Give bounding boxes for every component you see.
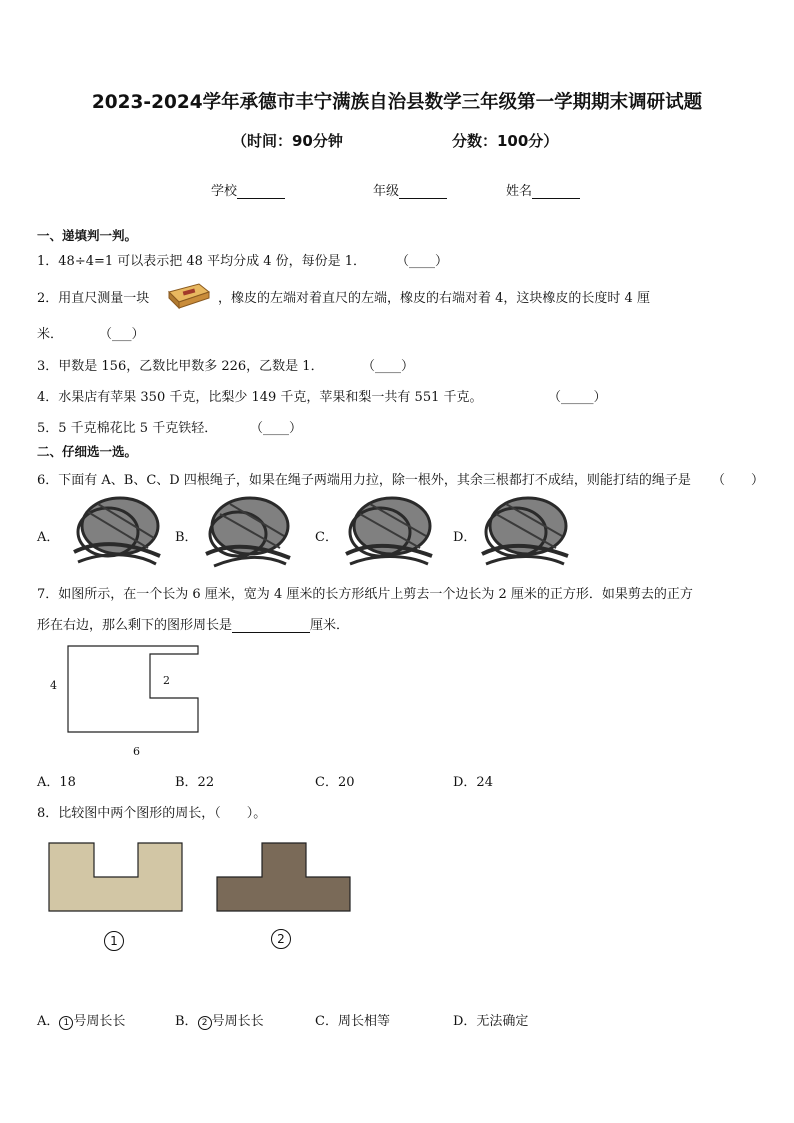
q8-option-a: A． 1 号周长长 (37, 1014, 126, 1029)
q8-shape-2 (216, 842, 352, 914)
q8-option-c: C．周长相等 (315, 1014, 390, 1029)
eraser-image (165, 278, 211, 310)
q7-option-c: C．20 (315, 775, 355, 790)
exam-score: 分数：100分） (452, 132, 559, 150)
question-2-answer: （___） (99, 327, 145, 342)
grade-blank (399, 184, 447, 199)
question-7-line-1: 7．如图所示，在一个长为 6 厘米，宽为 4 厘米的长方形纸片上剪去一个边长为 2 厘米的正方形．如果剪去的正方 (37, 587, 693, 602)
q8-option-a-circle: 1 (59, 1016, 73, 1030)
name-field (506, 180, 580, 199)
name-blank (532, 184, 580, 199)
question-5-answer: （____） (250, 421, 303, 436)
q8-shape-1 (48, 842, 184, 914)
q8-label-1: 1 (104, 931, 124, 951)
school-label: 学校 (211, 184, 238, 199)
question-6-text: 6．下面有 A、B、C、D 四根绳子，如果在绳子两端用力拉，除一根外，其余三根都打不成结，则能打结的绳子是 (37, 473, 691, 488)
question-5-text: 5．5 千克棉花比 5 千克铁轻． (37, 421, 218, 436)
q7-notch-label: 2 (163, 674, 170, 687)
q6-option-d-label: D． (453, 530, 477, 545)
rope-knot-c-image (340, 492, 436, 572)
q7-option-d: D．24 (453, 775, 493, 790)
q6-option-a-label: A． (37, 530, 60, 545)
grade-field (373, 180, 447, 199)
q8-option-b-circle: 2 (198, 1016, 212, 1030)
q8-option-d: D．无法确定 (453, 1014, 529, 1029)
exam-time: （时间：90分钟 (232, 132, 343, 150)
rope-knot-d-image (476, 492, 572, 572)
question-2-text-c: 米． (37, 327, 64, 342)
question-1-answer: （____） (396, 254, 449, 269)
q6-option-b-label: B． (175, 530, 198, 545)
name-label: 姓名 (506, 184, 533, 199)
question-1 (37, 250, 366, 269)
question-7-line-2 (37, 614, 349, 633)
question-1-text: 1．48÷4=1 可以表示把 48 平均分成 4 份，每份是 1． (37, 254, 367, 269)
q7-width-label: 6 (133, 745, 140, 758)
question-7-blank (232, 618, 310, 633)
question-2-text-b: ，橡皮的左端对着直尺的左端，橡皮的右端对着 4，这块橡皮的长度时 4 厘 (218, 291, 650, 306)
question-7-line-2-text: 形在右边，那么剩下的图形周长是 (37, 618, 233, 633)
school-field (211, 180, 285, 199)
q8-option-b: B． 2 号周长长 (175, 1014, 264, 1029)
question-3-text: 3．甲数是 156，乙数比甲数多 226，乙数是 1． (37, 359, 324, 374)
q7-cut-rectangle-figure (66, 644, 202, 736)
rope-knot-b-image (202, 492, 294, 572)
q7-option-a: A．18 (37, 775, 76, 790)
school-blank (237, 184, 285, 199)
question-6-answer: （ ） (712, 473, 765, 488)
page-title: 2023-2024学年承德市丰宁满族自治县数学三年级第一学期期末调研试题 (91, 92, 703, 113)
section-2-heading: 二、仔细选一选。 (37, 444, 138, 459)
question-8-text: 8．比较图中两个图形的周长，（ ）。 (37, 806, 267, 821)
q7-height-label: 4 (50, 679, 57, 692)
grade-label: 年级 (373, 184, 400, 199)
question-2-text-a: 2．用直尺测量一块 (37, 291, 150, 306)
question-4-answer: （_____） (548, 390, 607, 405)
rope-knot-a-image (68, 492, 164, 572)
question-4-text: 4．水果店有苹果 350 千克，比梨少 149 千克，苹果和梨一共有 551 千克。 (37, 390, 483, 405)
question-7-unit: 厘米． (310, 618, 350, 633)
q6-option-c-label: C． (315, 530, 338, 545)
section-1-heading: 一、递填判一判。 (37, 228, 138, 243)
q7-option-b: B．22 (175, 775, 215, 790)
question-3-answer: （____） (362, 359, 415, 374)
q8-label-2: 2 (271, 929, 291, 949)
